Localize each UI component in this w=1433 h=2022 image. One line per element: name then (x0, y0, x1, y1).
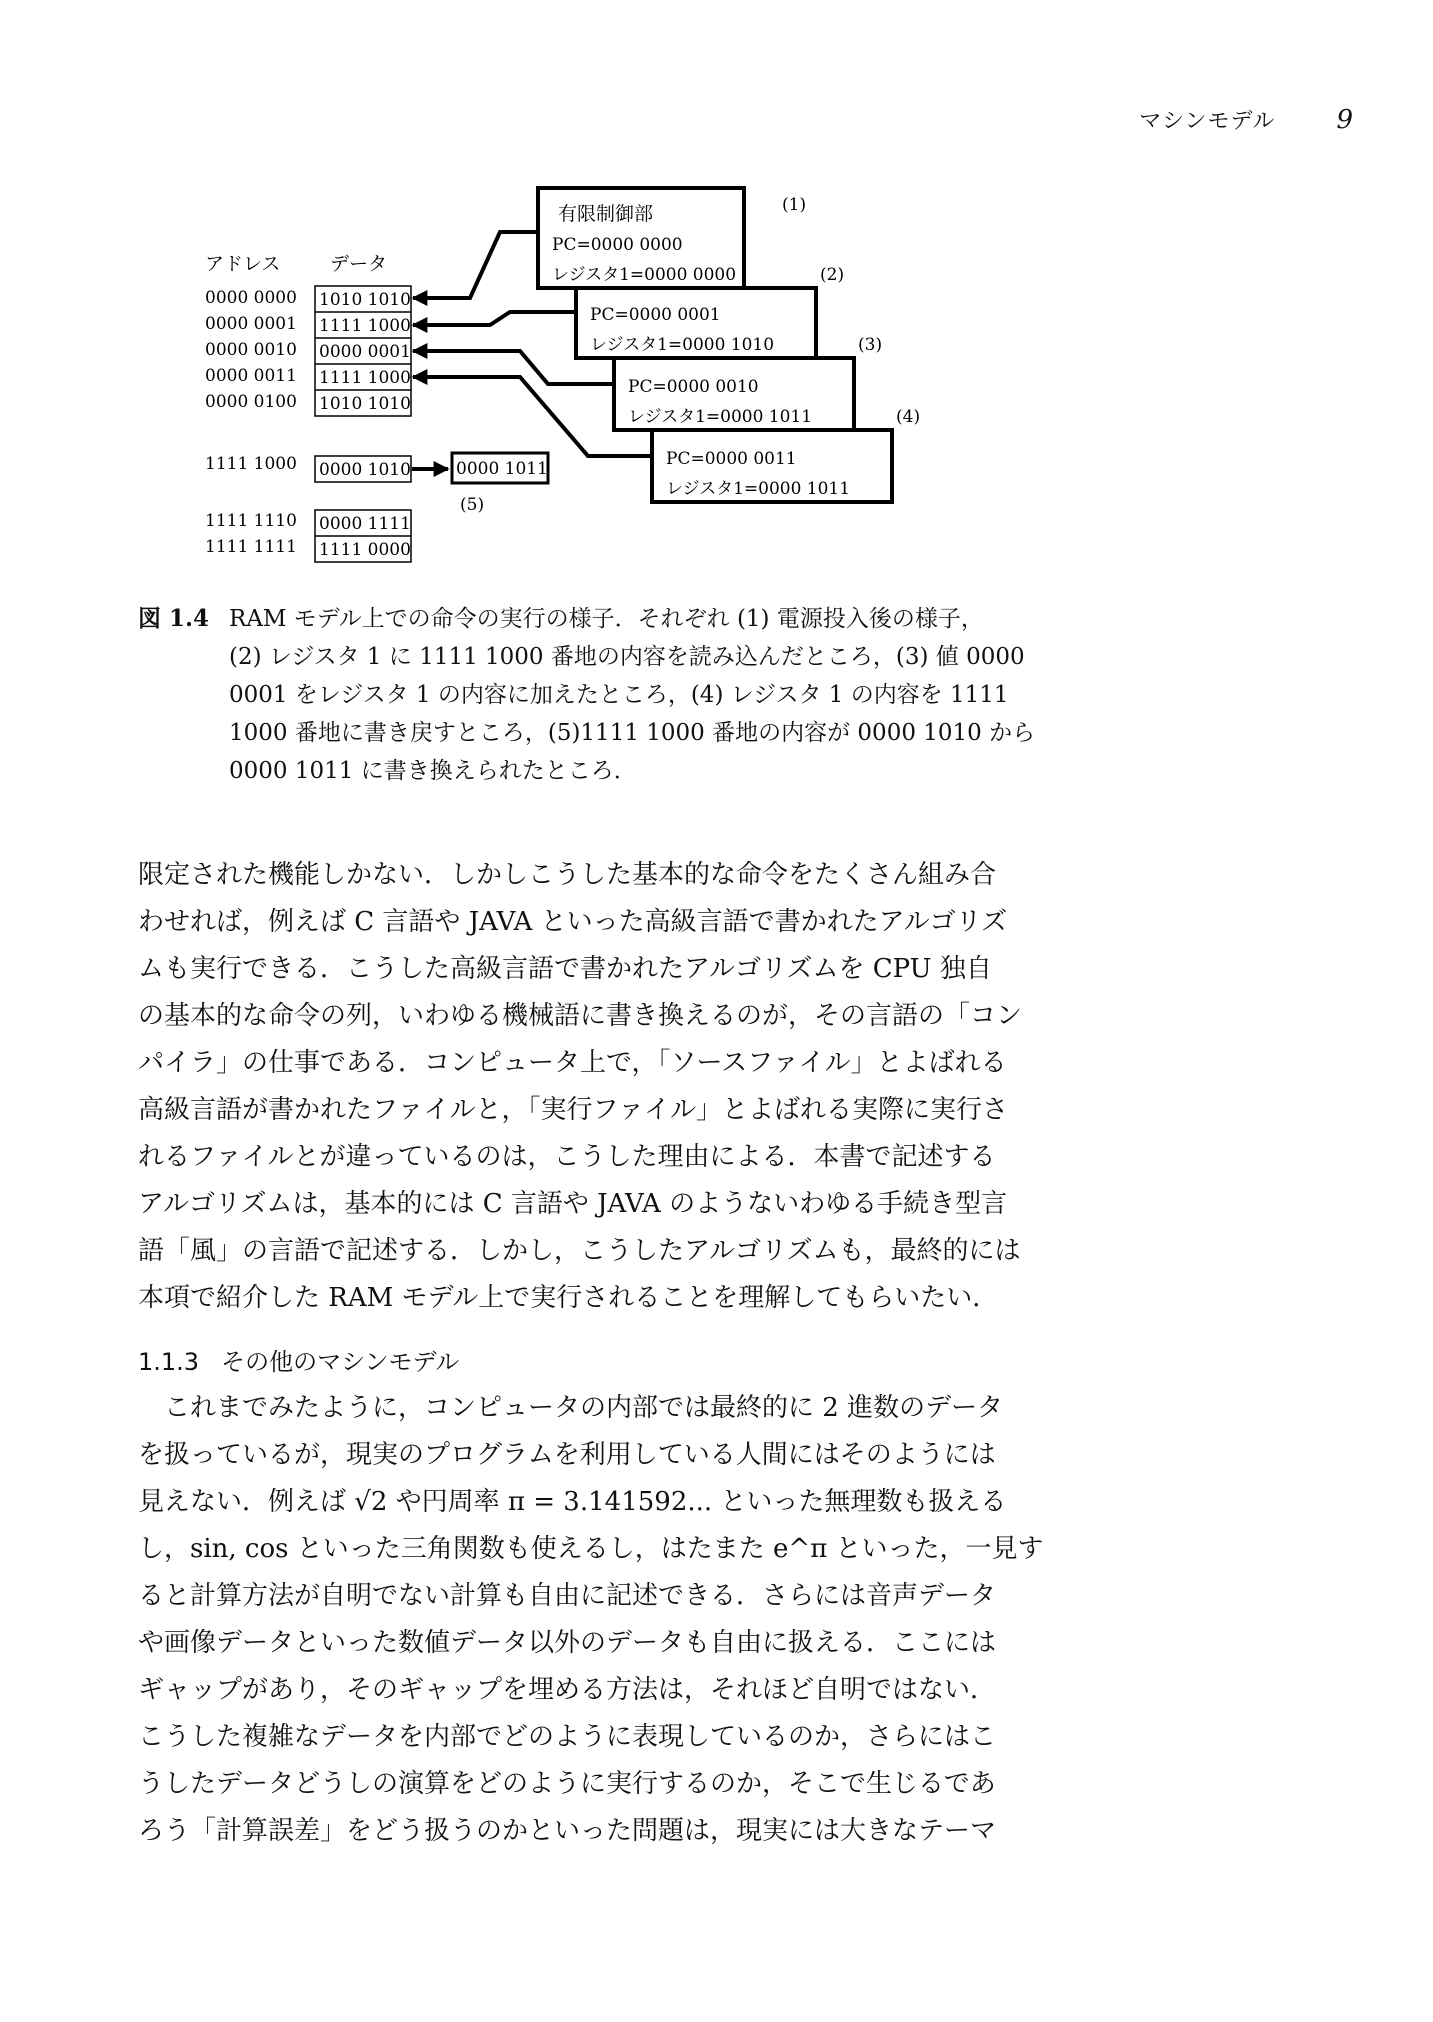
state-label: (3) (858, 335, 883, 355)
address-label: 0000 0010 (205, 340, 297, 360)
text-line: ムも実行できる．こうした高級言語で書かれたアルゴリズムを CPU 独自 (138, 954, 992, 984)
pc-value: PC=0000 0011 (666, 449, 797, 469)
paragraph-2 (138, 1385, 1044, 1855)
text-line: パイラ」の仕事である．コンピュータ上で，「ソースファイル」とよばれる (138, 1048, 1007, 1078)
address-label: 0000 0100 (205, 392, 297, 412)
state-label: (5) (460, 495, 485, 515)
section-number: 1.1.3 (138, 1348, 200, 1376)
text-line: うしたデータどうしの演算をどのように実行するのか，そこで生じるであ (138, 1769, 996, 1799)
access-arrow-1 (413, 232, 538, 298)
text-line: 高級言語が書かれたファイルと，「実行ファイル」とよばれる実際に実行さ (138, 1095, 1008, 1125)
text-line: こうした複雑なデータを内部でどのように表現しているのか，さらにはこ (138, 1722, 997, 1752)
text-line: 語「風」の言語で記述する．しかし，こうしたアルゴリズムも，最終的には (138, 1236, 1021, 1266)
data-column-header: データ (330, 253, 388, 275)
access-arrow-4 (413, 377, 652, 456)
ram-model-figure (190, 170, 950, 570)
pc-value: PC=0000 0010 (628, 377, 759, 397)
paragraph-1 (138, 852, 1023, 1322)
memory-cell: 1111 1000 (319, 368, 411, 388)
access-arrow-2 (413, 312, 576, 325)
text-line: し，sin, cos といった三角関数も使えるし，はたまた e^π といった，一見す (138, 1534, 1044, 1564)
text-line: ると計算方法が自明でない計算も自由に記述できる．さらには音声データ (138, 1581, 997, 1611)
memory-cell: 0000 1010 (319, 460, 411, 480)
text-line: れるファイルとが違っているのは，こうした理由による．本書で記述する (138, 1142, 996, 1172)
state-label: (4) (896, 407, 921, 427)
state-label: (1) (782, 195, 807, 215)
section-heading (138, 1342, 459, 1377)
caption-line: RAM モデル上での命令の実行の様子．それぞれ (1) 電源投入後の様子， (229, 606, 984, 632)
caption-line: 0000 1011 に書き換えられたところ． (229, 758, 637, 784)
text-line: ろう「計算誤差」をどう扱うのかといった問題は，現実には大きなテーマ (138, 1816, 997, 1846)
text-line: わせれば，例えば C 言語や JAVA といった高級言語で書かれたアルゴリズ (138, 907, 1008, 937)
text-line: や画像データといった数値データ以外のデータも自由に扱える．ここには (138, 1628, 997, 1658)
caption-line: (2) レジスタ 1 に 1111 1000 番地の内容を読み込んだところ，(3) 値 0000 (229, 644, 1025, 670)
address-label: 0000 0011 (205, 366, 297, 386)
access-arrow-3 (413, 351, 614, 384)
text-line: の基本的な命令の列，いわゆる機械語に書き換えるのが，その言語の「コン (138, 1001, 1023, 1031)
text-line: ギャップがあり，そのギャップを埋める方法は，それほど自明ではない． (138, 1675, 997, 1705)
register-value: レジスタ1=0000 1011 (666, 479, 851, 499)
control-unit-title: 有限制御部 (558, 203, 654, 225)
pc-value: PC=0000 0001 (590, 305, 721, 325)
register-value: レジスタ1=0000 0000 (552, 265, 737, 285)
text-line: アルゴリズムは，基本的には C 言語や JAVA のようないわゆる手続き型言 (138, 1189, 1008, 1219)
text-line: を扱っているが，現実のプログラムを利用している人間にはそのようには (138, 1440, 996, 1470)
register-value: レジスタ1=0000 1011 (628, 407, 813, 427)
caption-line: 0001 をレジスタ 1 の内容に加えたところ，(4) レジスタ 1 の内容を 1111 (229, 682, 1009, 708)
header-section-title: マシンモデル (1139, 109, 1276, 134)
address-label: 1111 1111 (205, 537, 297, 557)
address-label: 1111 1000 (205, 454, 297, 474)
address-label: 0000 0000 (205, 288, 297, 308)
text-line: これまでみたように，コンピュータの内部では最終的に 2 進数のデータ (138, 1393, 1004, 1423)
memory-cell: 1010 1010 (319, 290, 411, 310)
figure-label: 図 1.4 (138, 605, 210, 632)
memory-cell: 0000 0001 (319, 342, 411, 362)
page-number: 9 (1336, 105, 1353, 135)
address-label: 0000 0001 (205, 314, 297, 334)
text-line: 本項で紹介した RAM モデル上で実行されることを理解してもらいたい． (138, 1283, 999, 1313)
address-column-header: アドレス (205, 253, 281, 275)
memory-cell: 0000 1111 (319, 514, 411, 534)
address-label: 1111 1110 (205, 511, 297, 531)
pc-value: PC=0000 0000 (552, 235, 683, 255)
memory-cell: 1010 1010 (319, 394, 411, 414)
memory-cell: 1111 0000 (319, 540, 411, 560)
running-header (1139, 104, 1353, 135)
text-line: 限定された機能しかない．しかしこうした基本的な命令をたくさん組み合 (138, 860, 997, 890)
memory-cell: 1111 1000 (319, 316, 411, 336)
caption-line: 1000 番地に書き戻すところ，(5)1111 1000 番地の内容が 0000 1010 から (229, 720, 1036, 746)
section-title: その他のマシンモデル (221, 1348, 460, 1376)
register-value: レジスタ1=0000 1010 (590, 335, 775, 355)
new-value: 0000 1011 (456, 459, 548, 479)
state-label: (2) (820, 265, 845, 285)
text-line: 見えない．例えば √2 や円周率 π = 3.141592... といった無理数も扱える (138, 1487, 1007, 1517)
